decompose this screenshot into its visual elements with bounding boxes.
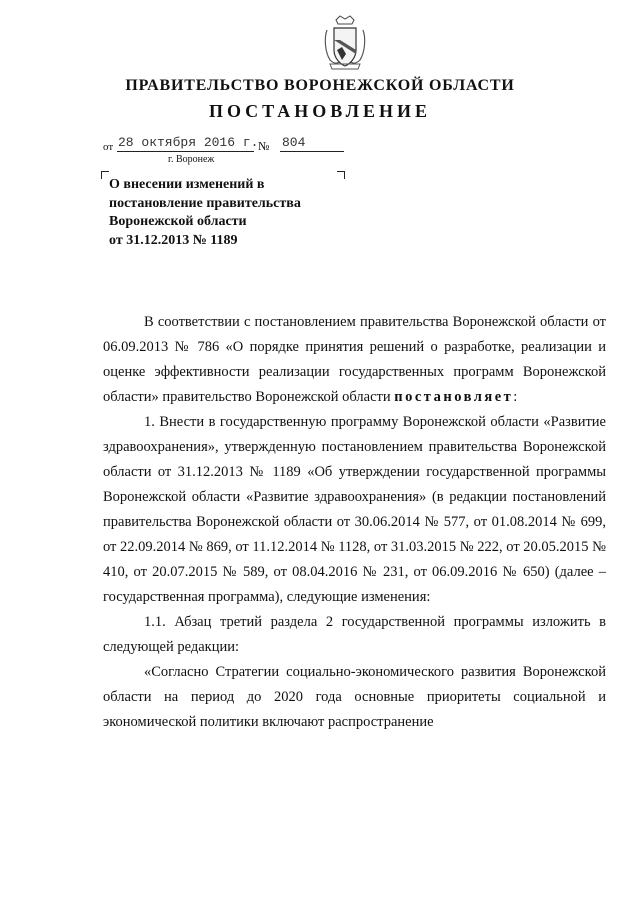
- paragraph-item-1-1: 1.1. Абзац третий раздела 2 государственной программы изложить в следующей редакции:: [103, 614, 606, 655]
- document-number: 804: [282, 135, 306, 150]
- subject-bracket-right: [337, 171, 345, 179]
- document-body: [103, 310, 606, 735]
- subject-line: постановление правительства: [109, 195, 301, 211]
- coat-of-arms-icon: [322, 14, 368, 72]
- preamble-end: :: [513, 389, 518, 405]
- resolves-keyword: постановляет: [394, 389, 514, 405]
- paragraph-item-1: 1. Внести в государственную программу Воронежской области «Развитие здравоохранения», утвержденную постановлением правительства Воронежской области от 31.12.2013 № 1189 «Об утверждении государственной программы Воронежской области «Развитие здравоохранения» (в редакции постановлений правительства Воронежской области от 30.06.2014 № 577, от 01.08.2014 № 699, от 22.09.2014 № 869, от 11.12.2014 № 1128, от 31.03.2015 № 222, от 20.05.2015 № 410, от 20.07.2015 № 589, от 08.04.2016 № 231, от 06.09.2016 № 650) (далее – государственная программа), следующие изменения:: [103, 414, 606, 605]
- subject-line: Воронежской области: [109, 214, 247, 229]
- document-type: ПОСТАНОВЛЕНИЕ: [208, 101, 432, 121]
- number-label: №: [258, 139, 270, 153]
- subject-bracket-left: [101, 171, 109, 179]
- government-title: ПРАВИТЕЛЬСТВО ВОРОНЕЖСКОЙ ОБЛАСТИ: [125, 77, 515, 94]
- subject-line: О внесении изменений в: [109, 177, 265, 192]
- document-date: 28 октября 2016 г.: [118, 135, 259, 150]
- paragraph-quote: «Согласно Стратегии социально-экономического развития Воронежской области на период до 2020 года основные приоритеты социальной и экономической политики включают распространение: [103, 664, 606, 730]
- date-prefix: от: [103, 141, 114, 153]
- date-underline: [117, 151, 254, 152]
- subject-line: от 31.12.2013 № 1189: [109, 232, 238, 248]
- number-underline: [280, 151, 344, 152]
- paragraph-preamble: [103, 310, 606, 410]
- subject-block: [109, 176, 301, 250]
- city: г. Воронеж: [168, 154, 215, 165]
- preamble-text: В соответствии с постановлением правительства Воронежской области от 06.09.2013 № 786 «О порядке принятия решений о разработке, реализации и оценке эффективности реализации государственных программ Воронежской области» правительство Воронежской области: [103, 314, 606, 405]
